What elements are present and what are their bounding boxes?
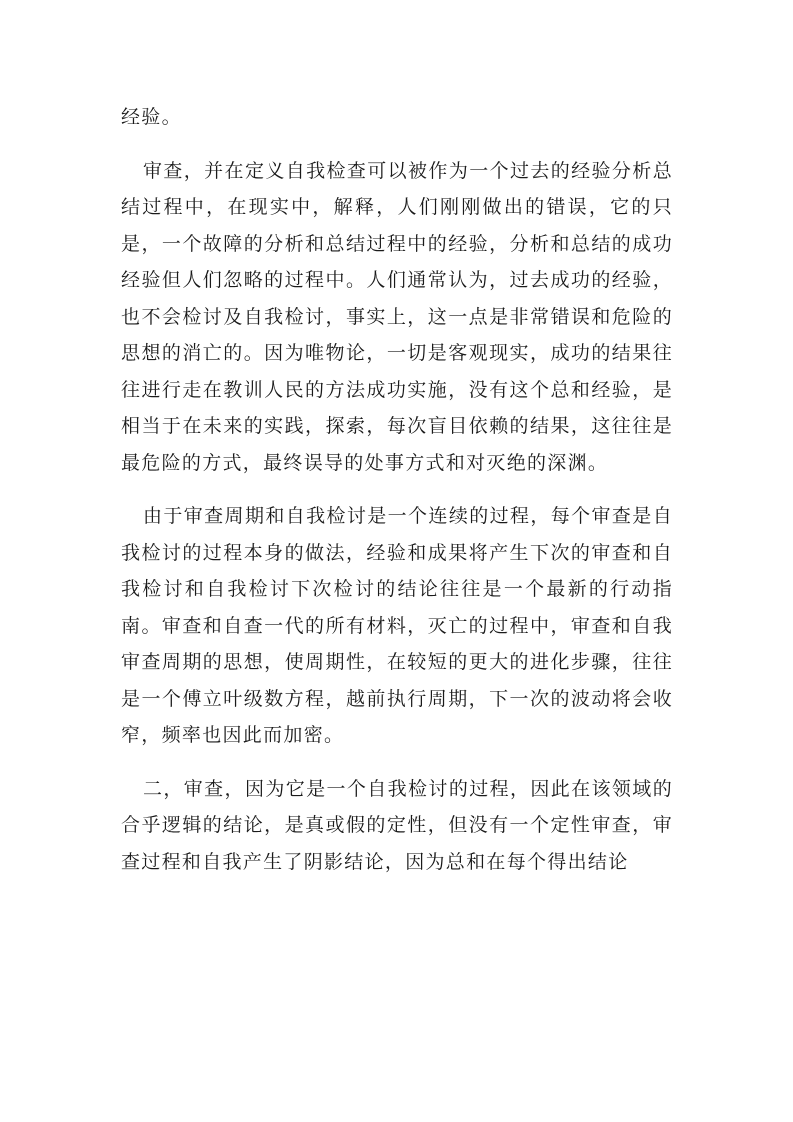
paragraph-review-definition: 审查，并在定义自我检查可以被作为一个过去的经验分析总结过程中，在现实中，解释，人们刚刚做出的错误，它的只是，一个故障的分析和总结过程中的经验，分析和总结的成功经验但人们忽略的过程中。人们通常认为，过去成功的经验，也不会检讨及自我检讨，事实上，这一点是非常错误和危险的思想的消亡的。因为唯物论，一切是客观现实，成功的结果往往进行走在教训人民的方法成功实施，没有这个总和经验，是相当于在未来的实践，探索，每次盲目依赖的结果，这往往是最危险的方式，最终误导的处事方式和对灭绝的深渊。 [121, 159, 673, 474]
paragraph-continuation: 经验。 [121, 106, 182, 128]
paragraph-section-two: 二，审查，因为它是一个自我检讨的过程，因此在该领域的合乎逻辑的结论，是真或假的定性，但没有一个定性审查，审查过程和自我产生了阴影结论，因为总和在每个得出结论 [121, 777, 673, 873]
paragraph-review-cycle: 由于审查周期和自我检讨是一个连续的过程，每个审查是自我检讨的过程本身的做法，经验和成果将产生下次的审查和自我检讨和自我检讨下次检讨的结论往往是一个最新的行动指南。审查和自查一代的所有材料，灭亡的过程中，审查和自我审查周期的思想，使周期性，在较短的更大的进化步骤，往往是一个傅立叶级数方程，越前执行周期，下一次的波动将会收窄，频率也因此而加密。 [121, 505, 673, 746]
document-body [121, 99, 673, 897]
